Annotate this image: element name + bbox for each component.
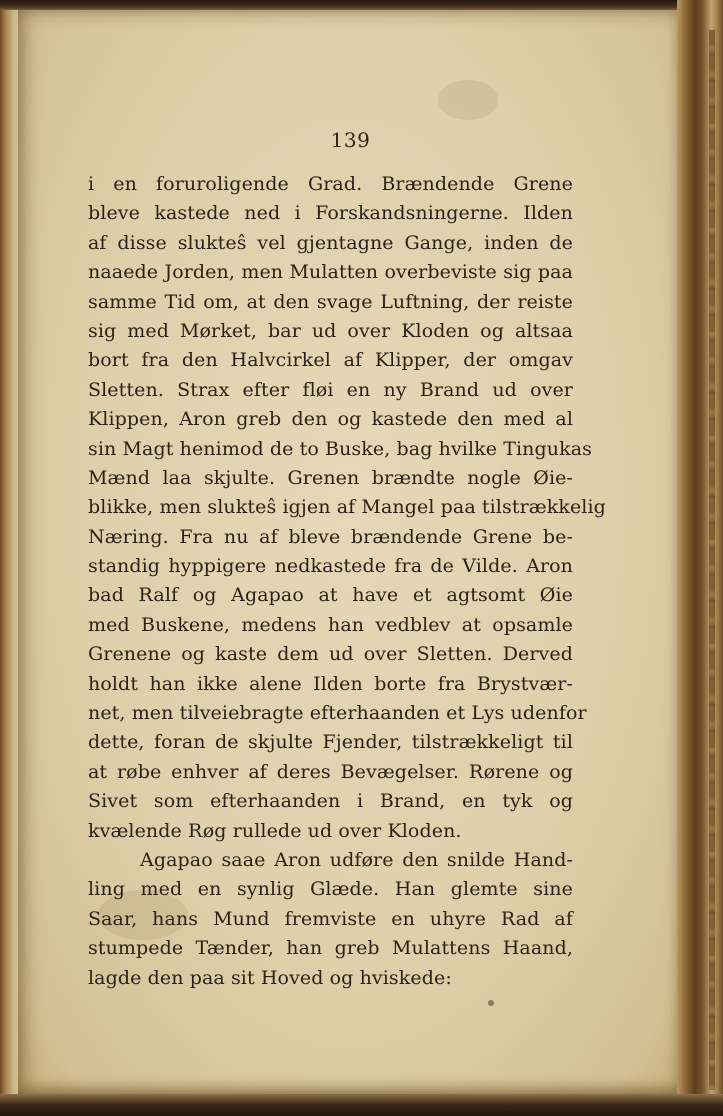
- text-line: lagde den paa sit Hoved og hviskede:: [88, 966, 452, 989]
- text-line: stumpede Tænder, han greb Mulattens Haand,: [88, 937, 573, 960]
- paper-stain: [438, 80, 498, 120]
- text-line: Mænd laa skjulte. Grenen brændte nogle Øie-: [88, 466, 573, 489]
- text-line: dette, foran de skjulte Fjender, tilstrækkeligt til: [88, 731, 573, 754]
- text-line: Sivet som efterhaanden i Brand, en tyk og: [88, 790, 573, 813]
- text-line: Saar, hans Mund fremviste en uhyre Rad af: [88, 907, 573, 930]
- text-line: bort fra den Halvcirkel af Klipper, der omgav: [88, 349, 573, 372]
- text-line: samme Tid om, at den svage Luftning, der reiste: [88, 290, 573, 313]
- text-line: i en foruroligende Grad. Brændende Grene: [88, 173, 573, 195]
- text-line: Grenene og kaste dem ud over Sletten. Derved: [88, 643, 573, 666]
- text-line: Sletten. Strax efter fløi en ny Brand ud over: [88, 378, 573, 401]
- text-line: naaede Jorden, men Mulatten overbeviste sig paa: [88, 261, 573, 284]
- text-line: bad Ralf og Agapao at have et agtsomt Øie: [88, 584, 573, 607]
- text-line: med Buskene, medens han vedblev at opsamle: [88, 613, 573, 636]
- text-line: bleve kastede ned i Forskandsningerne. Ilden: [88, 202, 573, 225]
- paper-speck: [488, 1000, 494, 1006]
- text-line: net, men tilveiebragte efterhaanden et Lys udenfor: [88, 702, 587, 725]
- text-line: sig med Mørket, bar ud over Kloden og altsaa: [88, 319, 573, 342]
- body-text: [88, 170, 606, 993]
- text-line: kvælende Røg rullede ud over Kloden.: [88, 819, 462, 842]
- text-line: Næring. Fra nu af bleve brændende Grene be-: [88, 525, 573, 548]
- page-number: 139: [330, 128, 371, 152]
- book-fore-edge-texture: [709, 30, 715, 1090]
- text-line: holdt han ikke alene Ilden borte fra Brystvær-: [88, 672, 573, 695]
- text-line: ling med en synlig Glæde. Han glemte sine: [88, 878, 573, 901]
- text-line: standig hyppigere nedkastede fra de Vilde. Aron: [88, 555, 573, 578]
- book-bottom-edge: [0, 1094, 723, 1116]
- text-line: af disse slukteŝ vel gjentagne Gange, inden de: [88, 231, 573, 254]
- book-fore-edge: [677, 0, 723, 1116]
- text-line: Klippen, Aron greb den og kastede den med al: [88, 408, 573, 431]
- text-line: sin Magt henimod de to Buske, bag hvilke Tingukas: [88, 437, 593, 460]
- book-top-edge: [0, 0, 723, 10]
- book-page: [18, 10, 683, 1094]
- text-line: blikke, men slukteŝ igjen af Mangel paa tilstrækkelig: [88, 496, 606, 519]
- text-line: Agapao saae Aron udføre den snilde Hand-: [140, 848, 573, 871]
- text-line: at røbe enhver af deres Bevægelser. Rørene og: [88, 760, 573, 783]
